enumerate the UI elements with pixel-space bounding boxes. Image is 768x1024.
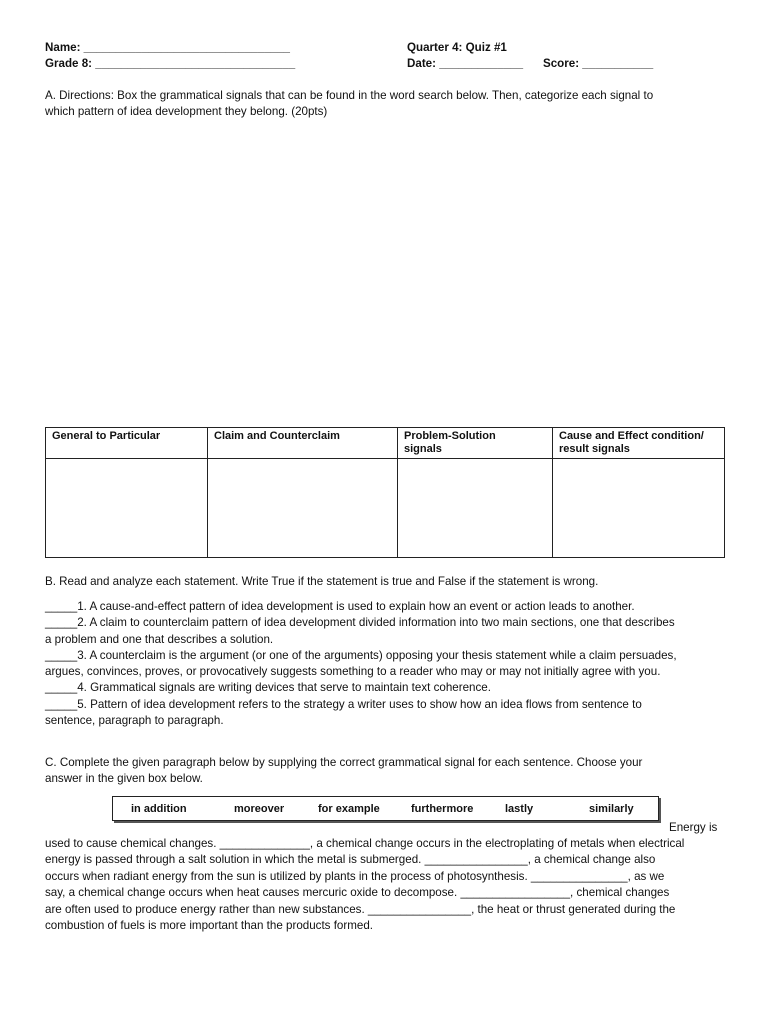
section-c-directions-line2: answer in the given box below. [45, 772, 203, 785]
statement-4: _____4. Grammatical signals are writing devices that serve to maintain text coherence. [45, 681, 491, 695]
paragraph-line: energy is passed through a salt solution in which the metal is submerged. ________________, a chemical change also [45, 853, 656, 867]
word-choice: furthermore [411, 803, 474, 815]
paragraph-line: are often used to produce energy rather than new substances. ________________, the heat or thrust generated during the [45, 902, 676, 916]
statement-2-cont: a problem and one that describes a solution. [45, 632, 274, 646]
grade-field-label: Grade 8: _______________________________ [45, 57, 296, 70]
section-a-directions-line1: A. Directions: Box the grammatical signals that can be found in the word search below. Then, categorize each signal to [45, 89, 654, 102]
word-choice-box [112, 796, 659, 821]
category-table [45, 427, 725, 558]
word-choice: similarly [589, 803, 634, 815]
name-field-label: Name: ________________________________ [45, 41, 290, 54]
paragraph-line: say, a chemical change occurs when heat causes mercuric oxide to decompose. _________________, chemical changes [45, 886, 670, 900]
statement-1: _____1. A cause-and-effect pattern of idea development is used to explain how an event or action leads to another. [45, 600, 635, 613]
answer-cell-cause-and-effect[interactable] [553, 459, 725, 558]
word-choice: in addition [131, 803, 187, 815]
word-choice: lastly [505, 803, 534, 815]
paragraph-line: occurs when radiant energy from the sun is utilized by plants in the process of photosynthesis. _______________, as we [45, 869, 665, 883]
answer-cell-general-to-particular[interactable] [46, 459, 208, 558]
category-table-header-row [46, 428, 725, 459]
header-claim-and-counterclaim: Claim and Counterclaim [208, 428, 398, 459]
fill-in-paragraph [45, 836, 725, 934]
section-a-directions-line2: which pattern of idea development they belong. (20pts) [45, 105, 328, 118]
answer-cell-problem-solution[interactable] [398, 459, 553, 558]
statement-3: _____3. A counterclaim is the argument (or one of the arguments) opposing your thesis statement while a claim persuades, [45, 648, 677, 662]
paragraph-line: combustion of fuels is more important than the products formed. [45, 919, 374, 933]
score-field-label: Score: ___________ [543, 57, 654, 70]
answer-cell-claim-and-counterclaim[interactable] [208, 459, 398, 558]
date-field-label: Date: _____________ [407, 57, 524, 70]
header-general-to-particular: General to Particular [46, 428, 208, 459]
header-cause-and-effect: Cause and Effect condition/ result signals [553, 428, 725, 459]
paragraph-start-text: Energy is [669, 821, 718, 834]
category-table-answer-row [46, 459, 725, 558]
section-b-directions: B. Read and analyze each statement. Write True if the statement is true and False if the statement is wrong. [45, 575, 599, 588]
header-problem-solution: Problem-Solution signals [398, 428, 553, 459]
word-choice: for example [318, 803, 380, 815]
paragraph-line: used to cause chemical changes. ______________, a chemical change occurs in the electroplating of metals when electrical [45, 837, 685, 850]
statement-3-cont: argues, convinces, proves, or provocatively suggests something to a reader who may or may not initially agree with you. [45, 665, 661, 679]
word-choice: moreover [234, 803, 285, 815]
statement-2: _____2. A claim to counterclaim pattern of idea development divided information into two main sections, one that describes [45, 616, 675, 630]
statement-5: _____5. Pattern of idea development refers to the strategy a writer uses to show how an idea flows from sentence to [45, 697, 642, 711]
quiz-title: Quarter 4: Quiz #1 [407, 41, 507, 54]
true-false-list [45, 599, 735, 729]
statement-5-cont: sentence, paragraph to paragraph. [45, 714, 224, 728]
section-c-directions-line1: C. Complete the given paragraph below by supplying the correct grammatical signal for each sentence. Choose your [45, 756, 643, 769]
